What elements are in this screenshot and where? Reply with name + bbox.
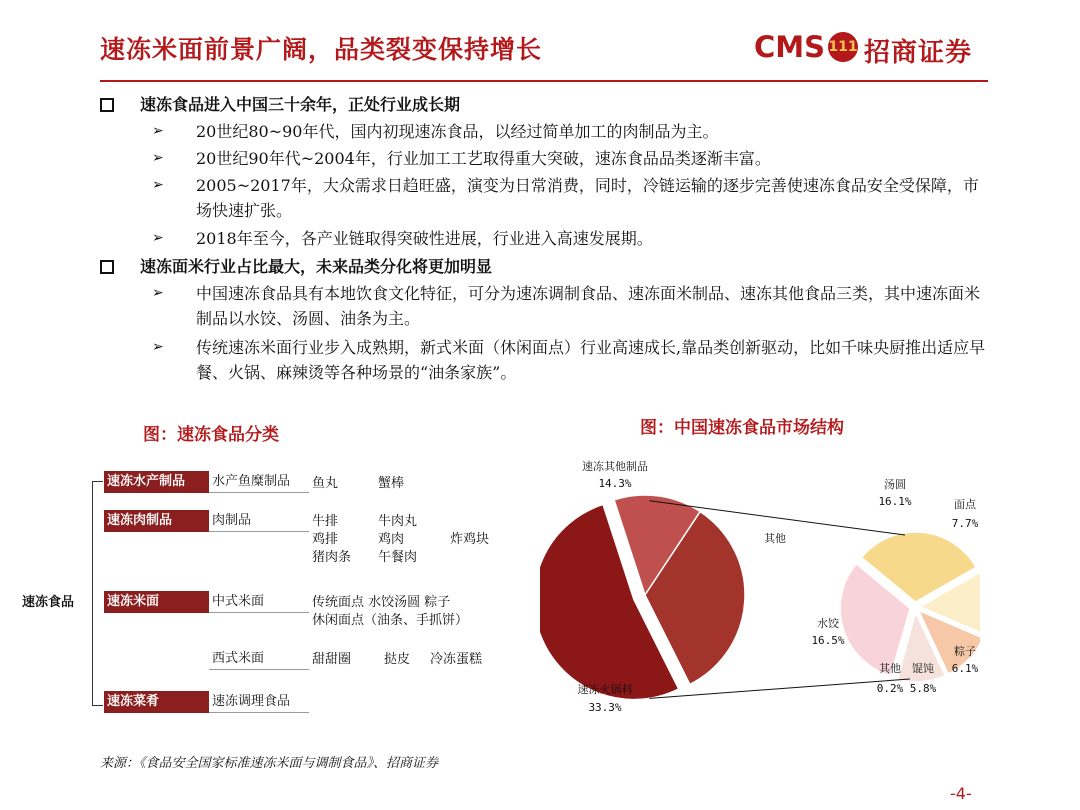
breakdown-label-0: 汤圆	[884, 478, 906, 491]
breakdown-pie	[840, 532, 980, 682]
item-text: 挞皮	[384, 652, 411, 667]
page-number: -4-	[950, 784, 972, 803]
item-text: 休闲面点（油条、手抓饼）	[312, 613, 469, 628]
bullet-item: 2005~2017年，大众需求日趋旺盛，演变为日常消费，同时，冷链运输的逐步完善使速冻食品安全受保障，市场快速扩张。	[196, 176, 979, 220]
item-text: 传统面点 水饺汤圆 粽子	[312, 595, 451, 610]
category-seafood: 速冻水产制品	[104, 471, 209, 493]
arrow-bullet-icon: ➢	[152, 177, 164, 193]
bullet-heading: 速冻食品进入中国三十余年，正处行业成长期	[140, 95, 461, 114]
category-rice-noodle: 速冻米面	[104, 591, 209, 613]
breakdown-label-5: 水饺	[817, 617, 839, 630]
bullet-item: 20世纪90年代~2004年，行业加工工艺取得重大突破，速冻食品品类逐渐丰富。	[196, 149, 771, 168]
arrow-bullet-icon: ➢	[152, 285, 164, 301]
item-text: 猪肉条	[312, 550, 352, 565]
breakdown-value-1: 7.7%	[951, 517, 979, 530]
tree-bracket	[92, 481, 103, 706]
item-text: 午餐肉	[378, 550, 418, 565]
item-text: 冷冻蛋糕	[430, 652, 483, 667]
source-note: 来源：《食品安全国家标准速冻米面与调制食品》、招商证券	[100, 756, 439, 771]
item-text: 蟹棒	[378, 476, 405, 491]
item-text: 牛排	[312, 514, 339, 529]
logo-badge-icon: 111	[828, 32, 858, 62]
bullet-item: 中国速冻食品具有本地饮食文化特征，可分为速冻调制食品、速冻面米制品、速冻其他食品三类，其中速冻面米制品以水饺、汤圆、油条为主。	[196, 284, 981, 328]
main-label-0: 速冻其他制品	[582, 460, 648, 473]
arrow-bullet-icon: ➢	[152, 123, 164, 139]
main-value-0: 14.3%	[598, 477, 632, 490]
page-title: 速冻米面前景广阔，品类裂变保持增长	[100, 35, 543, 64]
bullet-item: 传统速冻米面行业步入成熟期，新式米面（休闲面点）行业高速成长,靠品类创新驱动，比如千味央厨推出适应早餐、火锅、麻辣烫等各种场景的“油条家族”。	[196, 338, 986, 382]
category-meat: 速冻肉制品	[104, 510, 209, 532]
subcategory-fish-paste: 水产鱼糜制品	[209, 471, 309, 493]
main-label-2: 其他	[764, 532, 786, 545]
breakdown-value-2: 6.1%	[951, 662, 979, 675]
market-structure-chart	[540, 455, 980, 725]
breakdown-value-3: 5.8%	[909, 682, 937, 695]
main-value-1: 33.3%	[588, 701, 622, 714]
item-text: 甜甜圈	[312, 652, 352, 667]
subcategory-meat: 肉制品	[209, 510, 309, 532]
item-text: 炸鸡块	[450, 532, 490, 547]
logo-cms-text: CMS	[754, 30, 826, 64]
arrow-bullet-icon: ➢	[152, 339, 164, 355]
item-text: 牛肉丸	[378, 514, 418, 529]
main-label-1: 速冻火锅料	[577, 683, 633, 696]
main-pie	[540, 495, 745, 700]
bullet-heading: 速冻面米行业占比最大，未来品类分化将更加明显	[140, 257, 493, 276]
breakdown-label-2: 粽子	[954, 645, 976, 658]
category-dishes: 速冻菜肴	[104, 691, 209, 713]
subcategory-western: 西式米面	[209, 648, 309, 670]
item-text: 鸡排	[312, 532, 339, 547]
arrow-bullet-icon: ➢	[152, 150, 164, 166]
subcategory-prepared: 速冻调理食品	[209, 691, 309, 713]
breakdown-label-3: 馄饨	[912, 662, 934, 675]
breakdown-label-4: 其他	[879, 662, 901, 675]
logo-company-name: 招商证券	[864, 38, 973, 68]
item-text: 鱼丸	[312, 476, 339, 491]
company-logo	[754, 26, 990, 72]
bullet-item: 2018年至今，各产业链取得突破性进展，行业进入高速发展期。	[196, 229, 653, 248]
classification-tree	[0, 455, 540, 725]
arrow-bullet-icon: ➢	[152, 230, 164, 246]
subcategory-chinese: 中式米面	[209, 591, 309, 613]
breakdown-value-0: 16.1%	[878, 495, 912, 508]
square-bullet-icon	[100, 98, 114, 112]
tree-root: 速冻食品	[22, 595, 75, 610]
title-divider	[100, 80, 988, 82]
item-text: 鸡肉	[378, 532, 405, 547]
bullet-item: 20世纪80~90年代，国内初现速冻食品，以经过简单加工的肉制品为主。	[196, 122, 719, 141]
figure-title-market-structure: 图：中国速冻食品市场结构	[640, 418, 844, 438]
breakdown-value-4: 0.2%	[876, 682, 904, 695]
breakdown-value-5: 16.5%	[811, 634, 845, 647]
square-bullet-icon	[100, 260, 114, 274]
figure-title-classification: 图：速冻食品分类	[143, 425, 279, 445]
breakdown-label-1: 面点	[954, 498, 976, 511]
